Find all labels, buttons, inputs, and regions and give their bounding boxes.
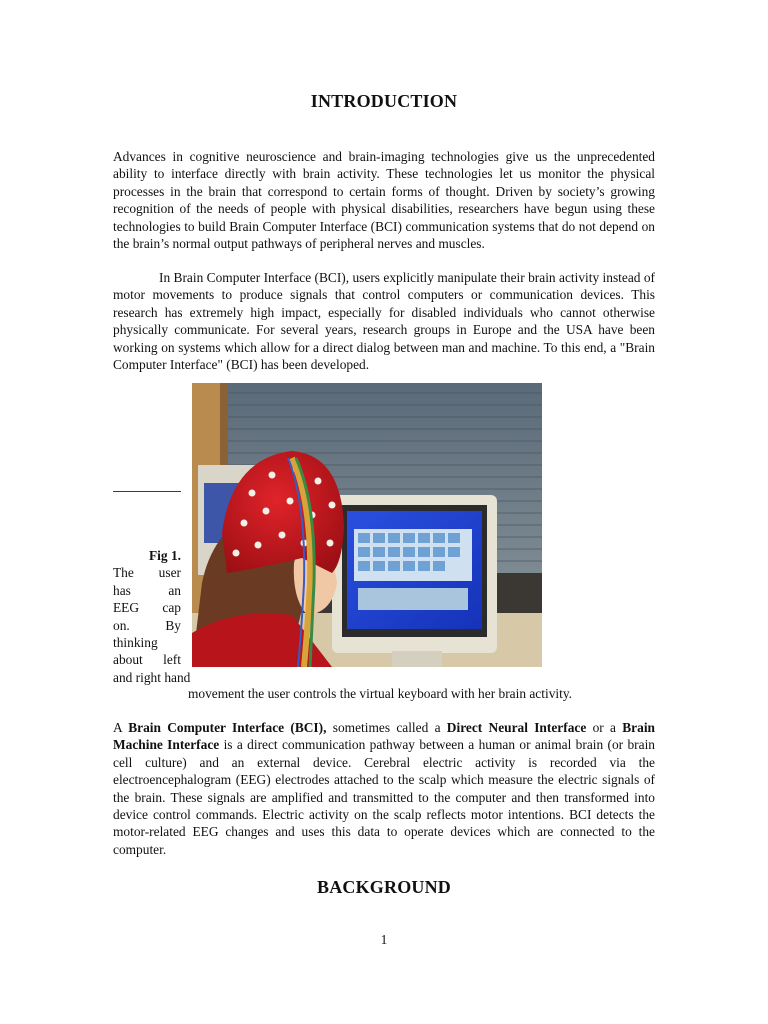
bci-definition-paragraph	[113, 719, 655, 858]
para-text: or a	[586, 720, 623, 735]
para-text: A	[113, 720, 129, 735]
page-number: 1	[380, 932, 388, 947]
caption-line: has an	[113, 582, 181, 598]
caption-line: The user	[113, 565, 181, 581]
caption-line: thinking	[113, 635, 158, 651]
intro-paragraph-1: Advances in cognitive neuroscience and brain-imaging technologies give us the unprecedented ability to interface directly with brain activity. These technologies let us monitor the physical processes in the brain that correspond to certain forms of thought. Driven by society’s growing recognition of the needs of people with physical disabilities, researchers have begun using these technologies to build Brain Computer Interface (BCI) communication systems that do not depend on the brain’s normal output pathways of peripheral nerves and muscles.	[113, 149, 655, 252]
intro-paragraph-2: In Brain Computer Interface (BCI), users explicitly manipulate their brain activity instead of motor movements to produce signals that control computers or communication devices. This research has extremely high impact, especially for disabled individuals who cannot otherwise physically communicate. For several years, research groups in Europe and the USA have been working on systems which allow for a direct dialog between man and machine. To this end, a "Brain Computer Interface" (BCI) has been developed.	[113, 270, 655, 373]
bold-term-direct-neural-interface: Direct Neural Interface	[446, 720, 587, 735]
hyperlink-underline[interactable]	[113, 491, 181, 492]
caption-line: and right hand	[113, 669, 191, 685]
caption-line: EEG cap	[113, 600, 181, 616]
section-heading-background: BACKGROUND	[316, 877, 451, 897]
bold-term-brain-machine-interface: Brain Machine Interface	[113, 720, 655, 753]
para-text: is a direct communication pathway between a human or animal brain (or brain cell culture) and an external device. Cerebral electric activity is recorded via the electroencephalogram (EEG) electrodes attached to the scalp which measure the electric signals of the brain. These signals are amplified and transmitted to the computer and then transformed into device control commands. Electric activity on the scalp reflects motor intentions. BCI detects the motor-related EEG changes and uses this data to operate devices which are connected to the computer.	[113, 737, 655, 857]
figure-label: Fig 1.	[149, 548, 181, 563]
figure-caption-column	[113, 547, 191, 686]
section-heading-introduction: INTRODUCTION	[310, 91, 458, 111]
caption-line: about left	[113, 652, 181, 668]
figure-photo-eeg-user	[192, 383, 542, 667]
caption-line: on. By	[113, 617, 181, 633]
figure-caption-tail: movement the user controls the virtual keyboard with her brain activity.	[188, 686, 572, 701]
para-text: sometimes called a	[326, 720, 447, 735]
bold-term-bci: Brain Computer Interface (BCI),	[128, 720, 327, 735]
